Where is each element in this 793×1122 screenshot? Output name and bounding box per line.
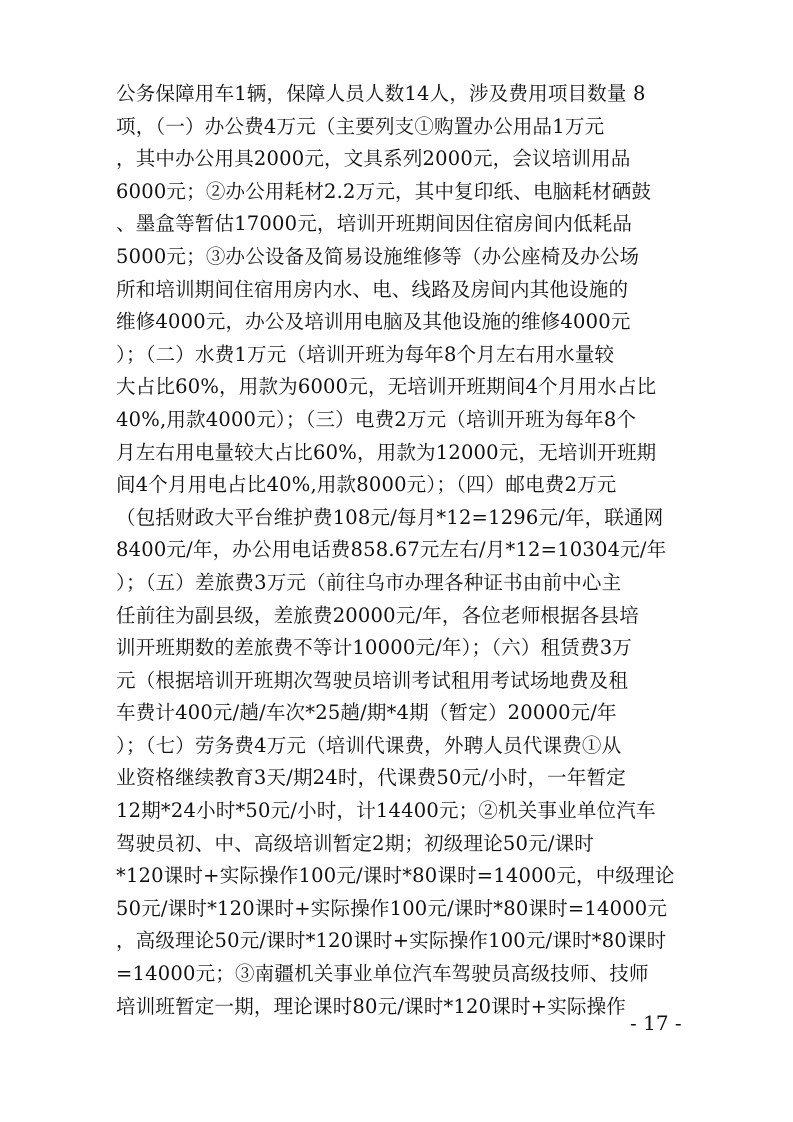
text-line: 任前往为副县级，差旅费20000元/年，各位老师根据各县培 — [116, 603, 639, 627]
text-line: 5000元；③办公设备及简易设施维修等（办公座椅及办公场 — [116, 244, 640, 268]
text-line: 训开班期数的差旅费不等计10000元/年）；（六）租赁费3万 — [116, 636, 633, 660]
text-line: ）；（七）劳务费4万元（培训代课费，外聘人员代课费①从 — [116, 733, 622, 757]
text-line: 6000元；②办公用耗材2.2万元，其中复印纸、电脑耗材硒鼓 — [116, 179, 652, 203]
text-line: 间4个月用电占比40%,用款8000元）；（四）邮电费2万元 — [116, 473, 617, 497]
text-line: 、墨盒等暂估17000元，培训开班期间因住宿房间内低耗品 — [116, 212, 633, 236]
page-number: - 17 - — [630, 1011, 682, 1035]
text-line: 驾驶员初、中、高级培训暂定2期；初级理论50元/课时 — [116, 831, 594, 855]
text-line: ）；（五）差旅费3万元（前往乌市办理各种证书由前中心主 — [116, 570, 622, 594]
text-line: =14000元；③南疆机关事业单位汽车驾驶员高级技师、技师 — [116, 962, 649, 986]
text-line: 公务保障用车1辆，保障人员人数14人，涉及费用项目数量 8 — [116, 82, 646, 105]
text-line: 12期*24小时*50元/小时，计14400元；②机关事业单位汽车 — [116, 799, 656, 823]
text-line: 40%,用款4000元）；（三）电费2万元（培训开班为每年8个 — [116, 407, 637, 431]
text-line: 8400元/年，办公用电话费858.67元左右/月*12=10304元/年 — [116, 538, 667, 562]
text-line: 所和培训期间住宿用房内水、电、线路及房间内其他设施的 — [116, 277, 629, 301]
text-line: 元（根据培训开班期次驾驶员培训考试租用考试场地费及租 — [116, 668, 629, 692]
body-text — [116, 78, 696, 1023]
text-line: 业资格继续教育3天/期24时，代课费50元/小时，一年暂定 — [116, 766, 626, 790]
text-line: ）；（二）水费1万元（培训开班为每年8个月左右用水量较 — [116, 342, 615, 366]
text-line: （包括财政大平台维护费108元/每月*12=1296元/年，联通网 — [116, 505, 664, 529]
text-line: 项，（一）办公费4万元（主要列支①购置办公用品1万元 — [116, 114, 605, 138]
text-line: 车费计400元/趟/车次*25趟/期*4期（暂定）20000元/年 — [116, 701, 617, 725]
text-line: 培训班暂定一期，理论课时80元/课时*120课时+实际操作 — [116, 994, 626, 1018]
text-line: *120课时+实际操作100元/课时*80课时=14000元，中级理论 — [116, 864, 675, 888]
text-line: 50元/课时*120课时+实际操作100元/课时*80课时=14000元 — [116, 896, 668, 920]
text-line: ，其中办公用具2000元，文具系列2000元，会议培训用品 — [116, 147, 631, 171]
text-line: 大占比60%，用款为6000元，无培训开班期间4个月用水占比 — [116, 375, 657, 399]
text-line: ，高级理论50元/课时*120课时+实际操作100元/课时*80课时 — [116, 929, 667, 953]
text-line: 月左右用电量较大占比60%，用款为12000元，无培训开班期 — [116, 440, 657, 464]
text-line: 维修4000元，办公及培训用电脑及其他设施的维修4000元 — [116, 310, 631, 334]
